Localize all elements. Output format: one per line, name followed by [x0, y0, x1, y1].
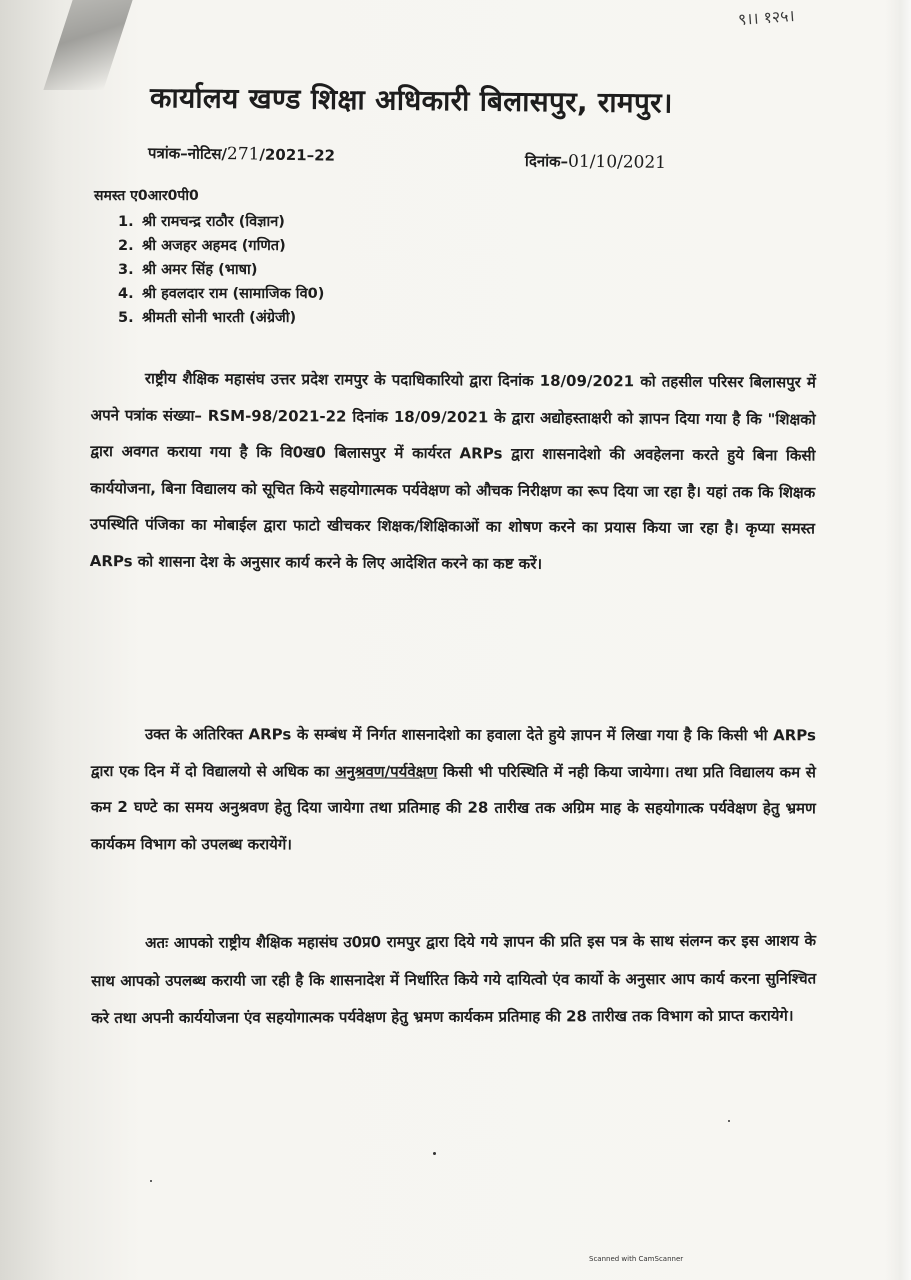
scan-speck: [728, 1120, 730, 1122]
list-item: [118, 234, 324, 258]
ref-label: पत्रांक–नोटिस/: [147, 144, 228, 164]
list-number: 3.: [118, 262, 134, 278]
office-title: कार्यालय खण्ड शिक्षा अधिकारी बिलासपुर, रामपुर।: [149, 81, 673, 120]
scan-speck: [433, 1152, 436, 1155]
body-paragraph-3: [91, 922, 816, 1037]
list-number: 2.: [118, 238, 134, 254]
ref-number-handwritten: 271: [226, 144, 260, 165]
ref-year: /2021–22: [259, 145, 336, 165]
scan-speck: [150, 1180, 152, 1182]
page-edge: [885, 0, 911, 1280]
addressee-name: श्री अजहर अहमद (गणित): [142, 238, 286, 254]
underlined-term: अनुश्रवण/पर्यवेक्षण: [335, 761, 438, 781]
date-value-handwritten: 01/10/2021: [567, 151, 667, 173]
handwritten-note: ९।। १२५।: [737, 6, 796, 29]
reference-number: [148, 143, 335, 166]
list-number: 5.: [118, 310, 134, 326]
paragraph-text: अतः आपको राष्ट्रीय शैक्षिक महासंघ उ0प्र0 रामपुर द्वारा दिये गये ज्ञापन की प्रति इस पत्र के साथ संलग्न कर इस आशय के साथ आपको उपलब्ध करायी जा रही है कि शासनादेश में निर्धारित किये गये दायित्वो एंव कार्यो के अनुसार आप कार्य करना सुनिश्चित करे तथा अपनी कार्ययोजना एंव सहयोगात्मक पर्यवेक्षण हेतु भ्रमण कार्यकम प्रतिमाह की 28 तारीख तक विभाग को प्राप्त करायेगे।: [91, 931, 817, 1027]
list-item: [118, 258, 324, 282]
addressee-name: श्री रामचन्द्र राठौर (विज्ञान): [142, 214, 285, 230]
addressee-name: श्री अमर सिंह (भाषा): [142, 262, 258, 278]
date-label: दिनांक–: [524, 152, 569, 171]
page-fold-shadow: [43, 0, 132, 90]
paragraph-text: राष्ट्रीय शैक्षिक महासंघ उत्तर प्रदेश रामपुर के पदाधिकारियो द्वारा दिनांक 18/09/2021 को तहसील परिसर बिलासपुर में अपने पत्रांक संख्या– RSM-98/2021-22 दिनांक 18/09/2021 के द्वारा अद्योहस्ताक्षरी को ज्ञापन दिया गया है कि "शिक्षको द्वारा अवगत कराया गया है कि वि0ख0 बिलासपुर में कार्यरत ARPs द्वारा शासनादेशो की अवहेलना करते हुये बिना किसी कार्ययोजना, बिना विद्यालय को सूचित किये सहयोगात्मक पर्यवेक्षण को औचक निरीक्षण का रूप दिया जा रहा है। यहां तक कि शिक्षक उपस्थिति पंजिका का मोबाईल द्वारा फाटो खीचकर शिक्षक/शिक्षिकाओं का शोषण करने का प्रयास किया जा रहा है। कृप्या समस्त ARPs को शासना देश के अनुसार कार्य करने के लिए आदेशित करने का कष्ट करें।: [89, 369, 816, 573]
list-item: [118, 210, 324, 234]
addressee-name: श्री हवलदार राम (सामाजिक वि0): [142, 286, 325, 302]
letter-date: [525, 151, 666, 173]
paragraph-text: उक्त के अतिरिक्त ARPs के सम्बंध में निर्गत शासनादेशो का हवाला देते हुये ज्ञापन में लिखा गया है कि किसी भी ARPs द्वारा एक दिन में दो विद्यालयो से अधिक का: [90, 725, 816, 780]
list-item: [118, 282, 324, 306]
addressee-heading: समस्त ए0आर0पी0: [94, 188, 199, 204]
body-paragraph-1: [90, 360, 816, 584]
list-item: [118, 306, 324, 330]
list-number: 1.: [118, 214, 134, 230]
addressee-name: श्रीमती सोनी भारती (अंग्रेजी): [142, 310, 297, 326]
list-number: 4.: [118, 286, 134, 302]
body-paragraph-2: [91, 716, 816, 863]
scanner-watermark: Scanned with CamScanner: [589, 1255, 684, 1263]
paragraph-text: किसी भी परिस्थिति में नही किया जायेगा। तथा प्रति विद्यालय कम से कम 2 घण्टे का समय अनुश्रवण हेतु दिया जायेगा तथा प्रतिमाह की 28 तारीख तक अग्रिम माह के सहयोगात्क पर्यवेक्षण हेतु भ्रमण कार्यकम विभाग को उपलब्ध करायेगें।: [90, 762, 816, 853]
addressee-list: [118, 210, 324, 330]
